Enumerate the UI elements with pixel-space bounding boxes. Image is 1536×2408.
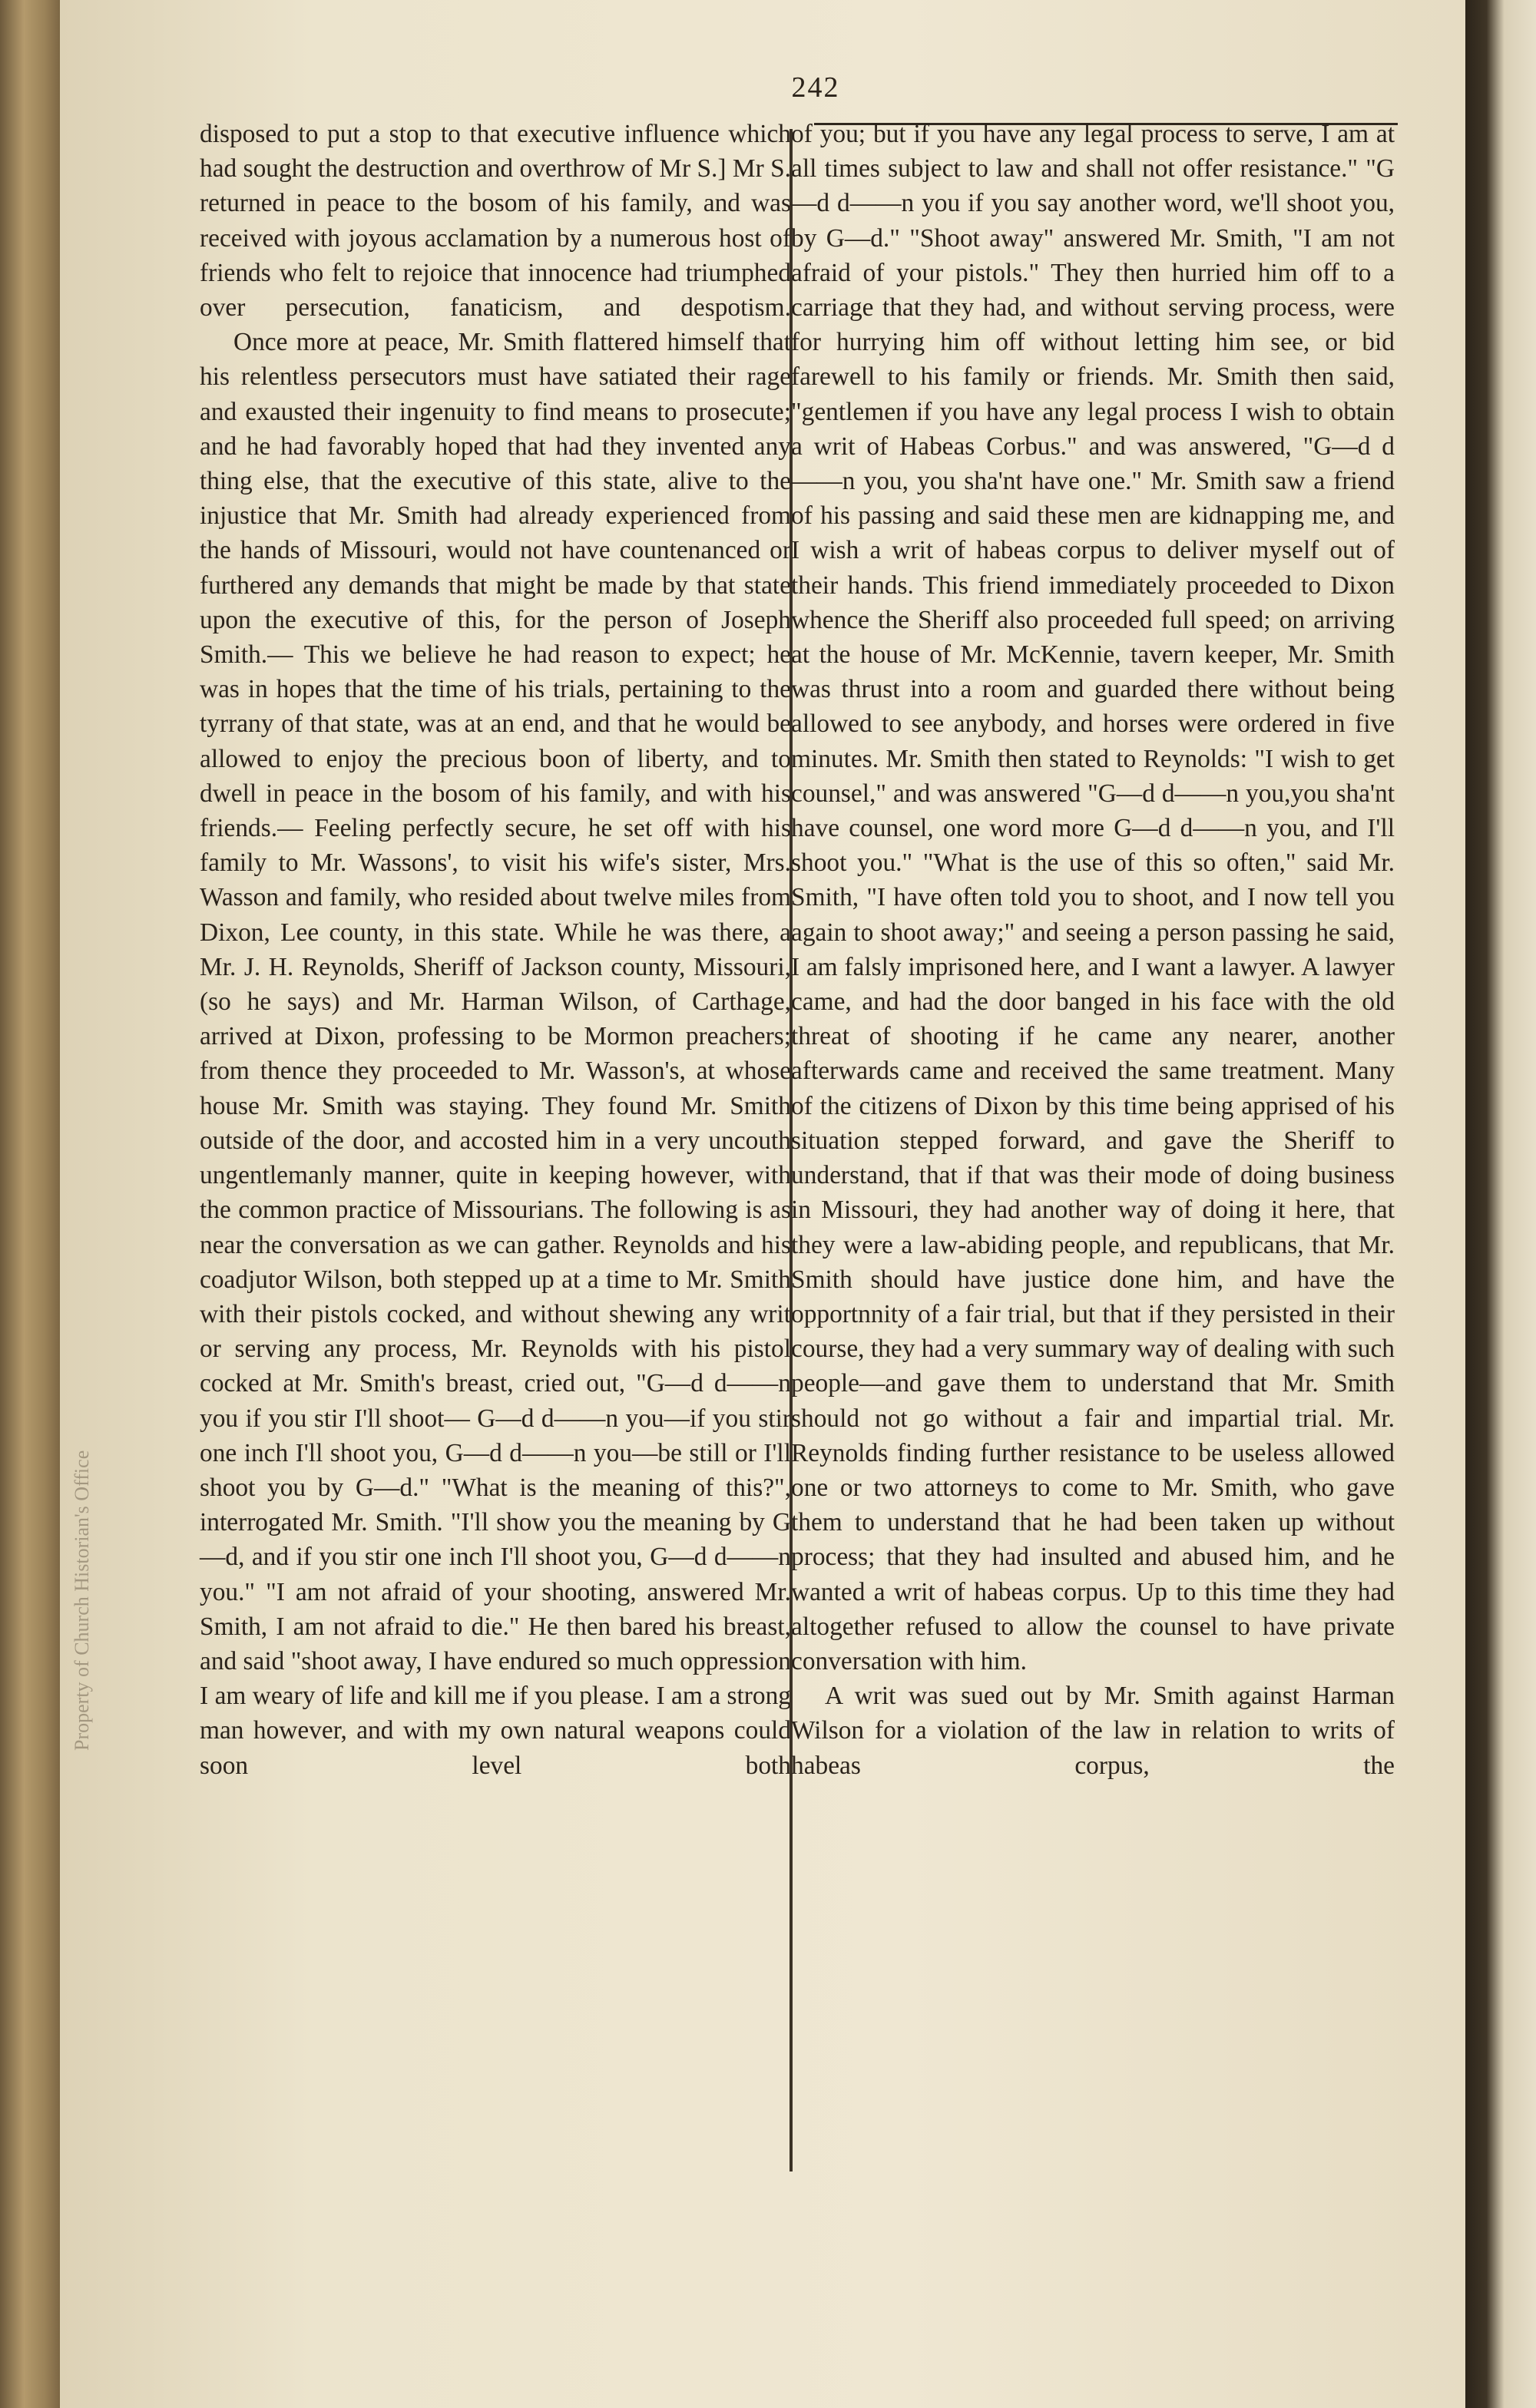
library-stamp: Property of Church Historian's Office	[71, 1450, 93, 1751]
right-column	[791, 117, 1395, 1783]
paragraph: A writ was sued out by Mr. Smith against Harman Wilson for a violation of the law in relation to writs of habeas corpus, the	[791, 1682, 1395, 1780]
book-binding	[0, 0, 60, 2408]
paragraph: of you; but if you have any legal process to serve, I am at all times subject to law and shall not offer resistance." "G—d d——n you if you say another word, we'll shoot you, by G—d." "Shoot away" answered Mr. Smith, "I am not afraid of your pistols." They then hurried him off to a carriage that they had, and without serving process, were for hurrying him off without letting him see, or bid farewell to his family or friends. Mr. Smith then said, "gentlemen if you have any legal process I wish to obtain a writ of Habeas Corbus." and was answered, "G—d d——n you, you sha'nt have one." Mr. Smith saw a friend of his passing and said these men are kidnapping me, and I wish a writ of habeas corpus to deliver myself out of their hands. This friend immediately proceeded to Dixon whence the Sheriff also proceeded full speed; on arriving at the house of Mr. McKennie, tavern keeper, Mr. Smith was thrust into a room and guarded there without being allowed to see anybody, and horses were ordered in five minutes. Mr. Smith then stated to Reynolds: "I wish to get counsel," and was answered "G—d d——n you,you sha'nt have counsel, one word more G—d d——n you, and I'll shoot you." "What is the use of this so often," said Mr. Smith, "I have often told you to shoot, and I now tell you again to shoot away;" and seeing a person passing he said, I am falsly imprisoned here, and I want a lawyer. A lawyer came, and had the door banged in his face with the old threat of shooting if he came any nearer, another afterwards came and received the same treatment. Many of the citizens of Dixon by this time being apprised of his situation stepped forward, and gave the Sheriff to understand, that if that was their mode of doing business in Missouri, they had another way of doing it here, that they were a law-abiding people, and republicans, that Mr. Smith should have justice done him, and have the opportnnity of a fair trial, but that if they persisted in their course, they had a very summary way of dealing with such people—and gave them to understand that Mr. Smith should not go without a fair and impartial trial. Mr. Reynolds finding further resistance to be useless allowed one or two attorneys to come to Mr. Smith, who gave them to understand that he had been taken up without process; that they had insulted and abused him, and he wanted a writ of habeas corpus. Up to this time they had altogether refused to allow the counsel to have private conversation with him.	[791, 120, 1395, 1675]
page-number: 242	[791, 71, 840, 104]
paragraph: disposed to put a stop to that executive influence which had sought the destruction and overthrow of Mr S.] Mr S. returned in peace to the bosom of his family, and was received with joyous acclamation by a numerous host of friends who felt to rejoice that innocence had triumphed over persecution, fanaticism, and despotism.	[200, 120, 791, 322]
paragraph: Once more at peace, Mr. Smith flattered himself that his relentless persecutors must have satiated their rage and exausted their ingenuity to find means to prosecute; and he had favorably hoped that had they invented any thing else, that the executive of this state, alive to the injustice that Mr. Smith had already experienced from the hands of Missouri, would not have countenanced or furthered any demands that might be made by that state upon the executive of this, for the person of Joseph Smith.— This we believe he had reason to expect; he was in hopes that the time of his trials, pertaining to the tyrrany of that state, was at an end, and that he would be allowed to enjoy the precious boon of liberty, and to dwell in peace in the bosom of his family, and with his friends.— Feeling perfectly secure, he set off with his family to Mr. Wassons', to visit his wife's sister, Mrs. Wasson and family, who resided about twelve miles from Dixon, Lee county, in this state. While he was there, a Mr. J. H. Reynolds, Sheriff of Jackson county, Missouri, (so he says) and Mr. Harman Wilson, of Carthage, arrived at Dixon, professing to be Mormon preachers; from thence they proceeded to Mr. Wasson's, at whose house Mr. Smith was staying. They found Mr. Smith outside of the door, and accosted him in a very uncouth ungentlemanly manner, quite in keeping however, with the common practice of Missourians. The following is as near the conversation as we can gather. Reynolds and his coadjutor Wilson, both stepped up at a time to Mr. Smith with their pistols cocked, and without shewing any writ or serving any process, Mr. Reynolds with his pistol cocked at Mr. Smith's breast, cried out, "G—d d——n you if you stir I'll shoot— G—d d——n you—if you stir one inch I'll shoot you, G—d d——n you—be still or I'll shoot you by G—d." "What is the meaning of this?", interrogated Mr. Smith. "I'll show you the meaning by G—d, and if you stir one inch I'll shoot you, G—d d——n you." "I am not afraid of your shooting, answered Mr. Smith, I am not afraid to die." He then bared his breast, and said "shoot away, I have endured so much oppression I am weary of life and kill me if you please. I am a strong man however, and with my own natural weapons could soon level both	[200, 328, 791, 1780]
left-column	[200, 117, 791, 1783]
facing-page-edge	[1465, 0, 1536, 2408]
